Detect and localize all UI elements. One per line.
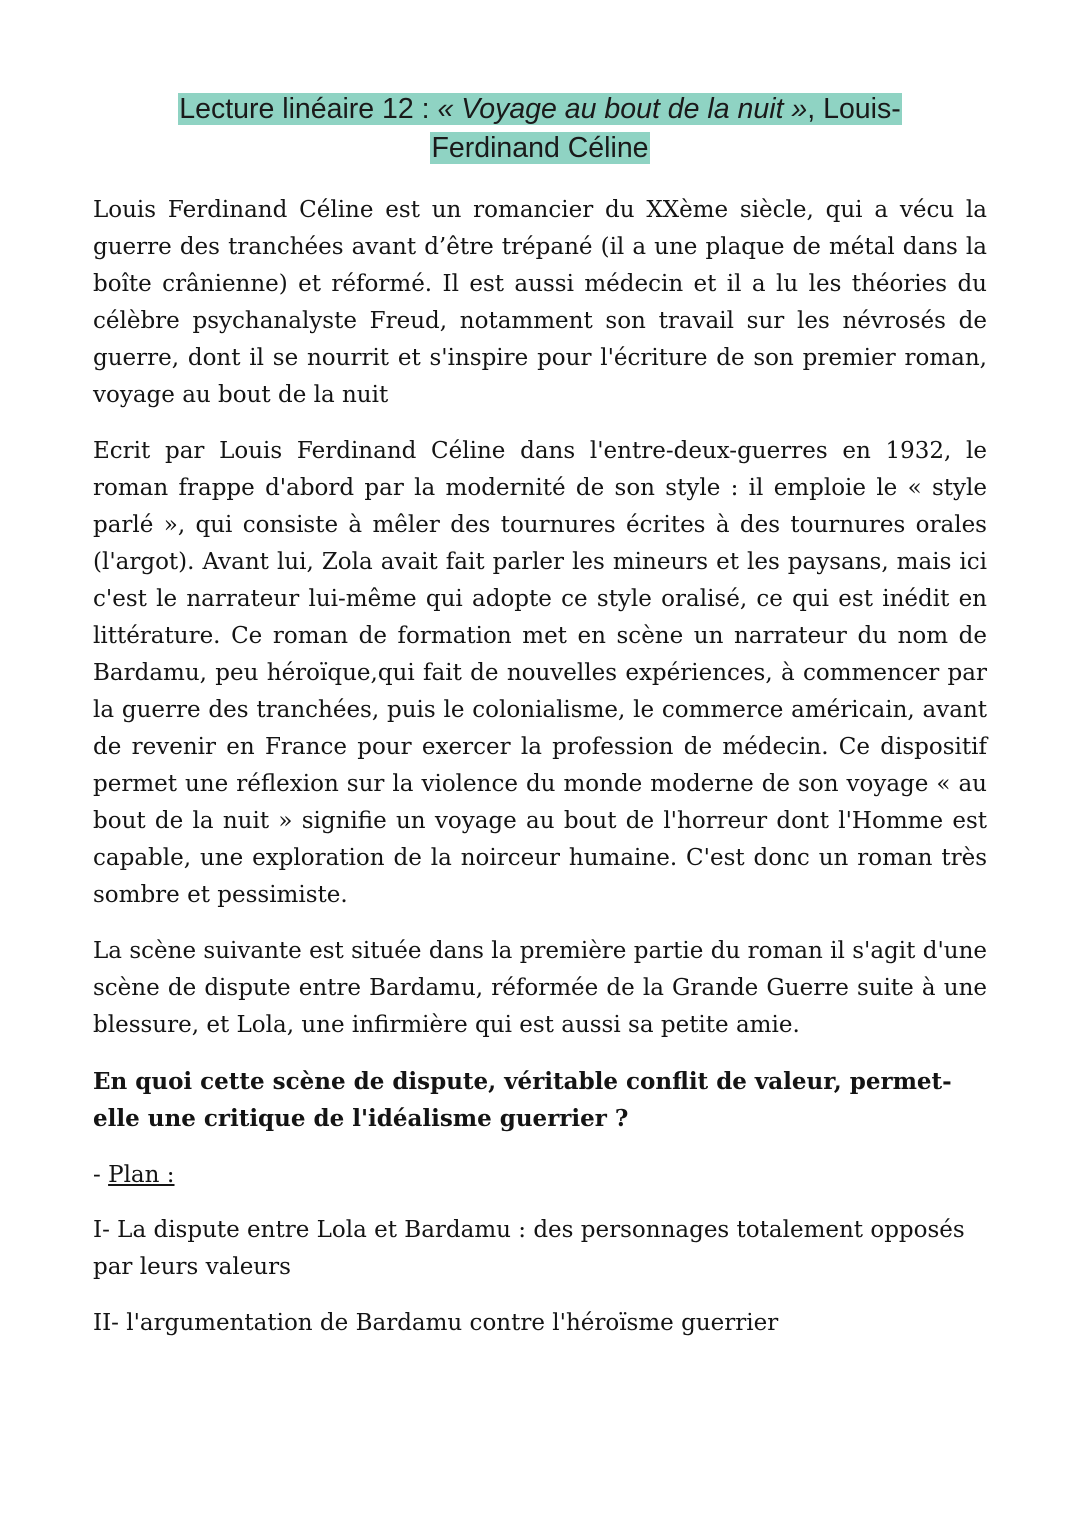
- plan-item-2: II- l'argumentation de Bardamu contre l'héroïsme guerrier: [93, 1310, 779, 1336]
- plan-item-1: I- La dispute entre Lola et Bardamu : des personnages totalement opposés par leurs valeurs: [93, 1217, 965, 1280]
- plan-dash: -: [93, 1162, 109, 1188]
- paragraph-context: Ecrit par Louis Ferdinand Céline dans l'entre-deux-guerres en 1932, le roman frappe d'abord par la modernité de son style : il emploie le « style parlé », qui consiste à mêler des tournures écrites à des tournures orales (l'argot). Avant lui, Zola avait fait parler les mineurs et les paysans, mais ici c'est le narrateur lui-même qui adopte ce style oralisé, ce qui est inédit en littérature. Ce roman de formation met en scène un narrateur du nom de Bardamu, peu héroïque,qui fait de nouvelles expériences, à commencer par la guerre des tranchées, puis le colonialisme, le commerce américain, avant de revenir en France pour exercer la profession de médecin. Ce dispositif permet une réflexion sur la violence du monde moderne de son voyage « au bout de la nuit » signifie un voyage au bout de l'horreur dont l'Homme est capable, une exploration de la noirceur humaine. C'est donc un roman très sombre et pessimiste.: [93, 438, 987, 908]
- paragraph-intro-author: Louis Ferdinand Céline est un romancier du XXème siècle, qui a vécu la guerre des tranchées avant d’être trépané (il a une plaque de métal dans la boîte crânienne) et réformé. Il est aussi médecin et il a lu les théories du célèbre psychanalyste Freud, notamment son travail sur les névrosés de guerre, dont il se nourrit et s'inspire pour l'écriture de son premier roman, voyage au bout de la nuit: [93, 197, 987, 408]
- plan-label: Plan :: [108, 1162, 175, 1188]
- document-title: [120, 90, 960, 168]
- paragraph-scene: La scène suivante est située dans la première partie du roman il s'agit d'une scène de dispute entre Bardamu, réformée de la Grande Guerre suite à une blessure, et Lola, une infirmière qui est aussi sa petite amie.: [93, 938, 987, 1038]
- title-highlight: [178, 93, 901, 164]
- document-body: [93, 192, 987, 1361]
- title-suffix: , Louis-Ferdinand Céline: [431, 93, 901, 164]
- title-work: « Voyage au bout de la nuit »: [437, 93, 808, 125]
- title-prefix: Lecture linéaire 12 :: [179, 93, 438, 125]
- problematic-question: En quoi cette scène de dispute, véritable conflit de valeur, permet-elle une critique de l'idéalisme guerrier ?: [93, 1068, 952, 1132]
- plan-heading: [93, 1157, 987, 1194]
